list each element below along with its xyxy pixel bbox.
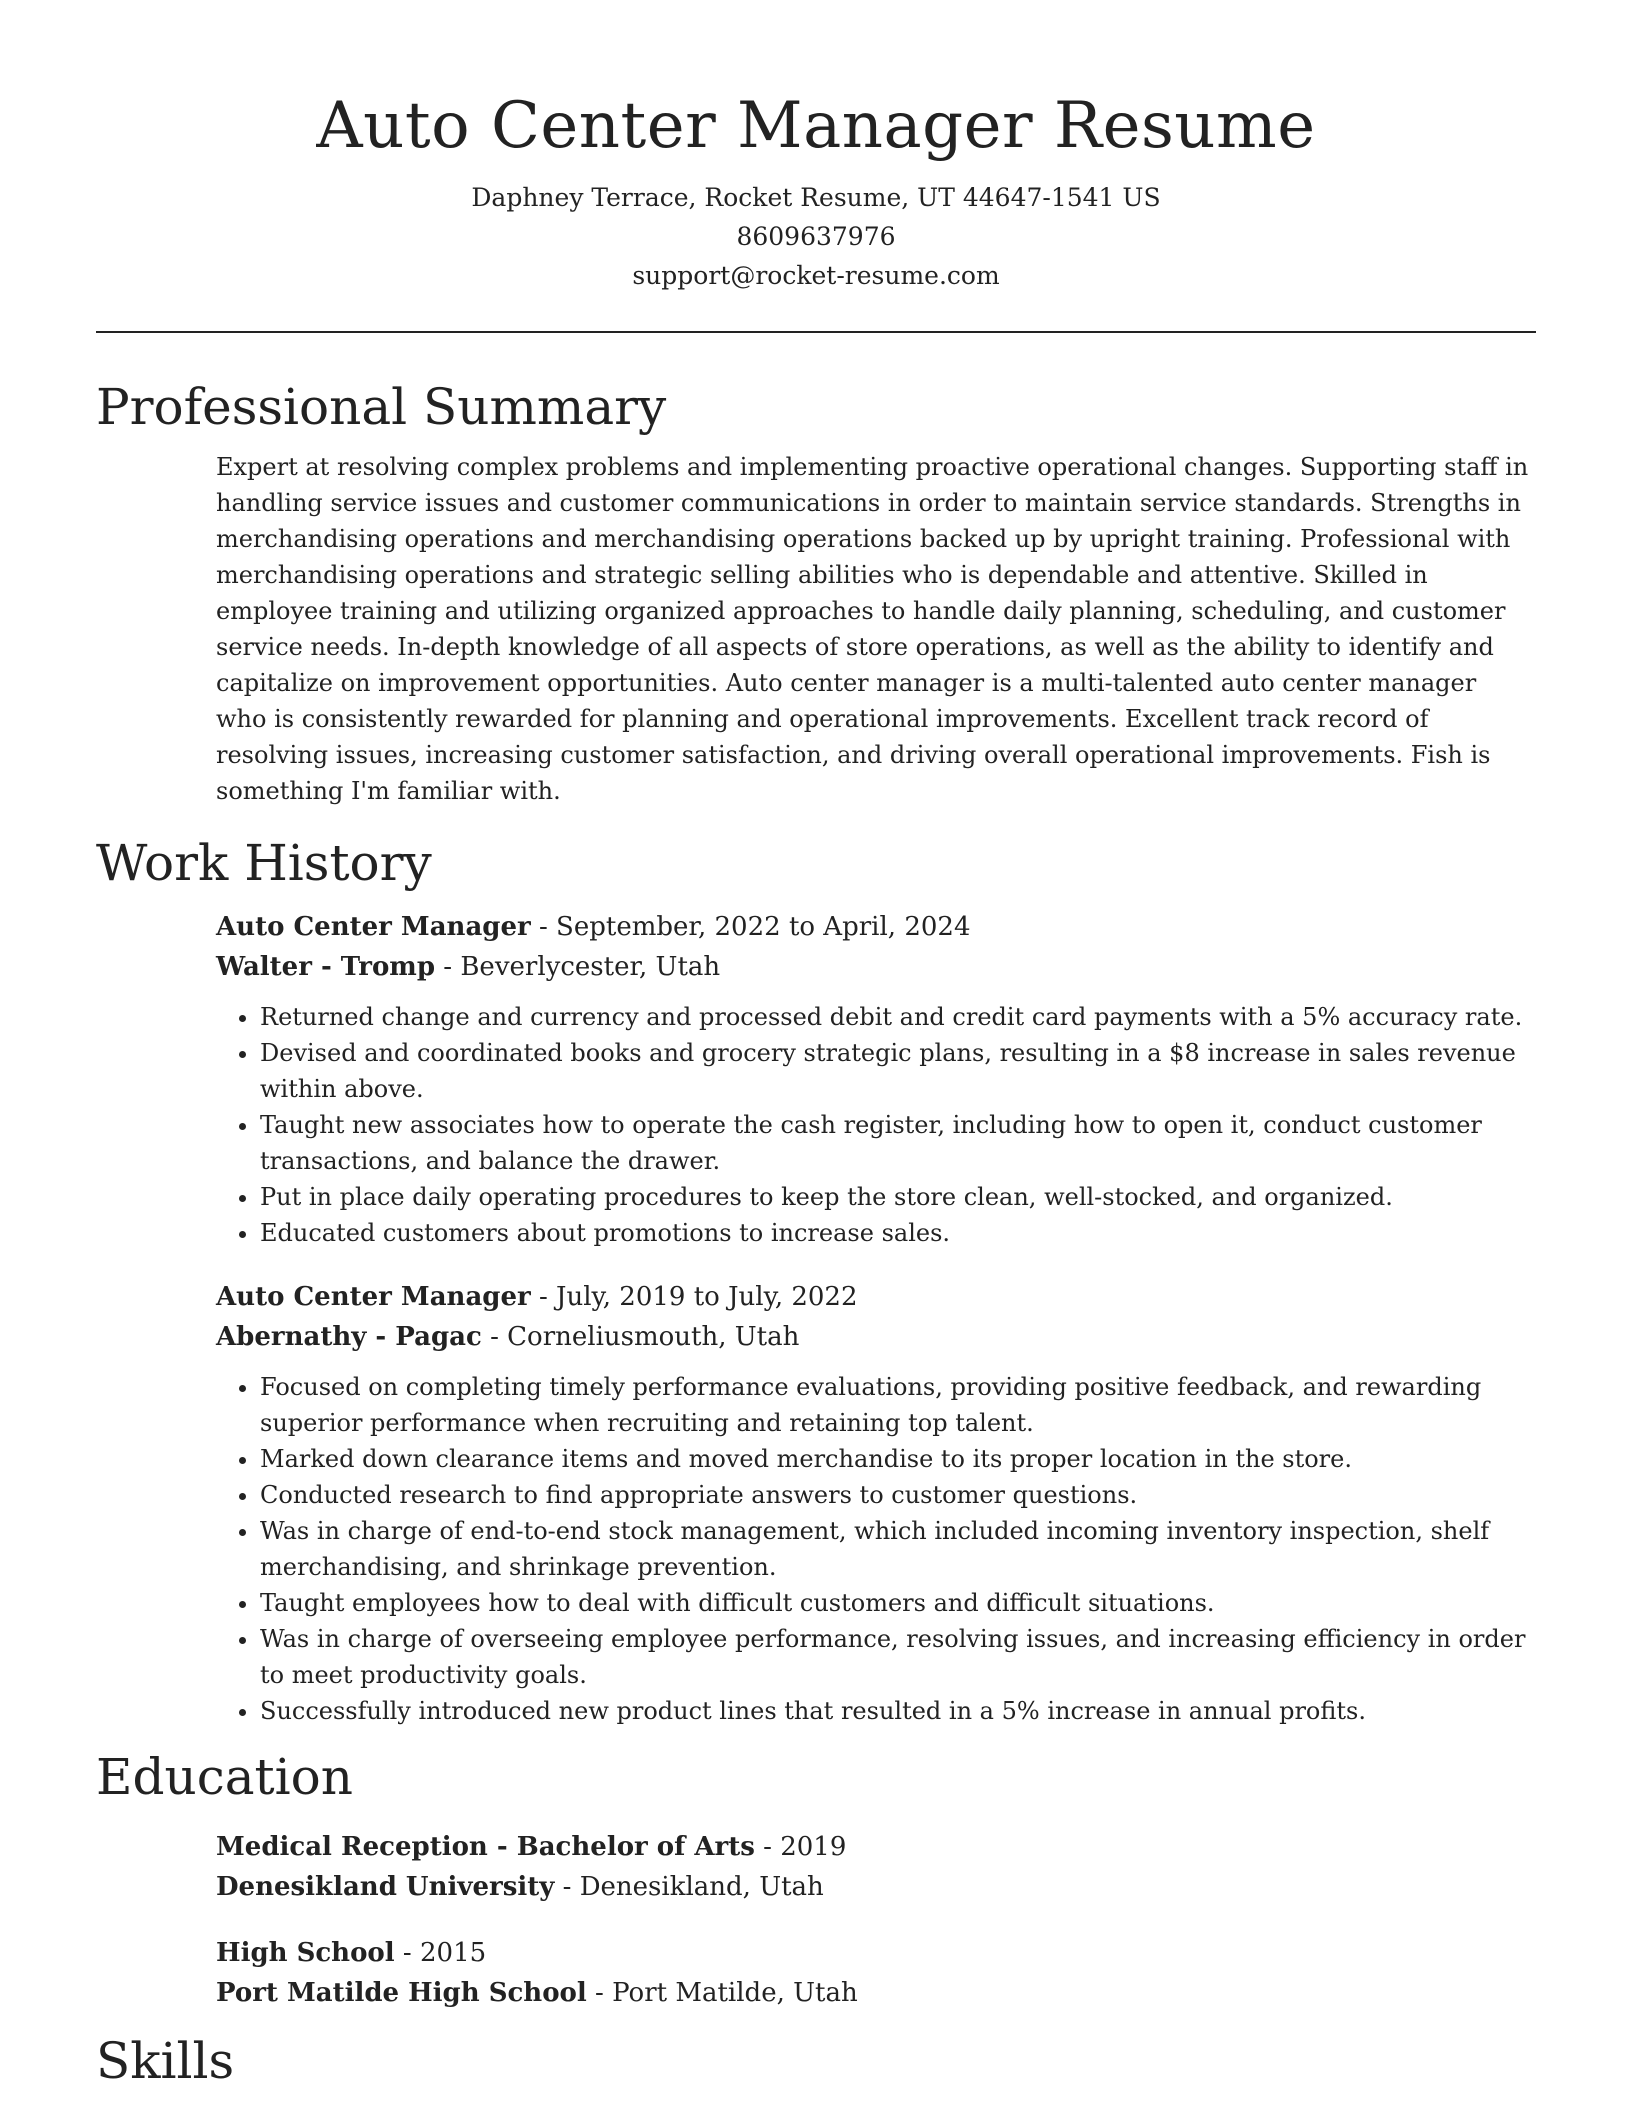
job-separator: -: [530, 912, 557, 942]
contact-phone: 8609637976: [736, 222, 896, 251]
job-separator: -: [481, 1322, 508, 1352]
resume-header: [96, 0, 1536, 295]
job-bullet-list: [216, 999, 1536, 1251]
job-bullet: • Devised and coordinated books and grocery strategic plans, resulting in a $8 increase in sales revenue within above.: [260, 1035, 1536, 1107]
job-separator: -: [435, 952, 461, 982]
resume-page: [96, 0, 1536, 2091]
education-degree: Medical Reception - Bachelor of Arts: [216, 1832, 755, 1862]
professional-summary-section: [96, 377, 1536, 809]
job-entry: [216, 907, 1536, 1251]
job-separator: -: [530, 1282, 557, 1312]
job-dates: September, 2022 to April, 2024: [556, 912, 971, 942]
work-history-section: [96, 833, 1536, 1729]
work-history-heading: Work History: [96, 834, 432, 892]
education-degree-line: [216, 1827, 1536, 1867]
skills-heading: Skills: [96, 2032, 235, 2090]
job-bullet: • Educated customers about promotions to increase sales.: [260, 1215, 1536, 1251]
education-school: Port Matilde High School: [216, 1978, 587, 2008]
professional-summary-text: Expert at resolving complex problems and implementing proactive operational changes. Supporting staff in handling service issues and customer communications in order to maintain service standards. Strengths in merchandising operations and merchandising operations backed up by upright training. Professional with merchandising operations and strategic selling abilities who is dependable and attentive. Skilled in employee training and utilizing organized approaches to handle daily planning, scheduling, and customer service needs. In-depth knowledge of all aspects of store operations, as well as the ability to identify and capitalize on improvement opportunities. Auto center manager is a multi-talented auto center manager who is consistently rewarded for planning and operational improvements. Excellent track record of resolving issues, increasing customer satisfaction, and driving overall operational improvements. Fish is something I'm familiar with.: [216, 453, 1529, 805]
contact-address: Daphney Terrace, Rocket Resume, UT 44647-1541 US: [471, 183, 1161, 212]
resume-title: Auto Center Manager Resume: [316, 89, 1316, 163]
education-heading: Education: [96, 1748, 353, 1806]
job-bullet: • Returned change and currency and processed debit and credit card payments with a 5% accuracy rate.: [260, 999, 1536, 1035]
education-location: Denesikland, Utah: [579, 1872, 824, 1902]
job-dates: July, 2019 to July, 2022: [556, 1282, 858, 1312]
education-section: [96, 1747, 1536, 2013]
education-school-line: [216, 1973, 1536, 2013]
job-bullet: • Conducted research to find appropriate answers to customer questions.: [260, 1477, 1536, 1513]
job-bullet: • Was in charge of end-to-end stock management, which included incoming inventory inspection, shelf merchandising, and shrinkage prevention.: [260, 1513, 1536, 1585]
education-separator: -: [554, 1872, 580, 1902]
job-title-line: [216, 1277, 1536, 1317]
education-degree: High School: [216, 1938, 395, 1968]
job-bullet: • Focused on completing timely performance evaluations, providing positive feedback, and rewarding superior performance when recruiting and retaining top talent.: [260, 1369, 1536, 1441]
job-bullet: • Successfully introduced new product lines that resulted in a 5% increase in annual profits.: [260, 1693, 1536, 1729]
job-bullet: • Was in charge of overseeing employee performance, resolving issues, and increasing efficiency in order to meet productivity goals.: [260, 1621, 1536, 1693]
education-separator: -: [586, 1978, 613, 2008]
job-bullet: • Marked down clearance items and moved merchandise to its proper location in the store.: [260, 1441, 1536, 1477]
education-entry: [216, 1933, 1536, 2013]
education-year: 2015: [419, 1938, 487, 1968]
education-year: 2019: [780, 1832, 847, 1862]
education-degree-line: [216, 1933, 1536, 1973]
education-school-line: [216, 1867, 1536, 1907]
job-bullet: • Taught employees how to deal with difficult customers and difficult situations.: [260, 1585, 1536, 1621]
education-separator: -: [754, 1832, 781, 1862]
education-entry: [216, 1827, 1536, 1907]
job-bullet-list: [216, 1369, 1536, 1729]
education-separator: -: [394, 1938, 420, 1968]
job-company: Abernathy - Pagac: [216, 1322, 482, 1352]
header-divider: [96, 331, 1536, 333]
education-location: Port Matilde, Utah: [612, 1978, 858, 2008]
job-bullet: • Taught new associates how to operate the cash register, including how to open it, conduct customer transactions, and balance the drawer.: [260, 1107, 1536, 1179]
job-company: Walter - Tromp: [216, 952, 435, 982]
contact-block: [96, 178, 1536, 295]
job-bullet: • Put in place daily operating procedures to keep the store clean, well-stocked, and organized.: [260, 1179, 1536, 1215]
job-title-line: [216, 907, 1536, 947]
job-company-line: [216, 947, 1536, 987]
job-company-line: [216, 1317, 1536, 1357]
job-position: Auto Center Manager: [216, 912, 531, 942]
job-entry: [216, 1277, 1536, 1729]
education-school: Denesikland University: [216, 1872, 555, 1902]
job-position: Auto Center Manager: [216, 1282, 531, 1312]
job-location: Corneliusmouth, Utah: [507, 1322, 800, 1352]
professional-summary-heading: Professional Summary: [96, 378, 667, 436]
skills-section: [96, 2031, 1536, 2091]
job-location: Beverlycester, Utah: [460, 952, 721, 982]
contact-email: support@rocket-resume.com: [632, 261, 1000, 290]
